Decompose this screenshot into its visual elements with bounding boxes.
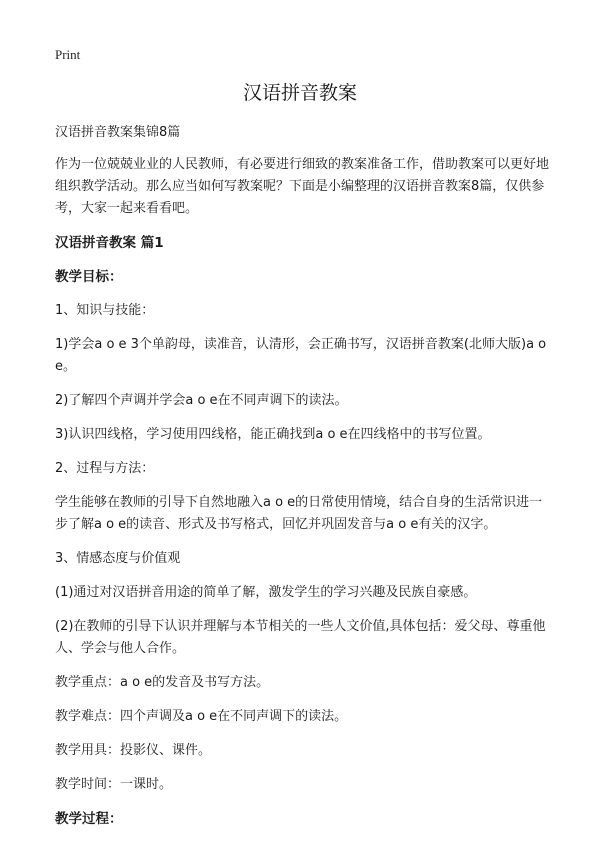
goal-item-3: 3)认识四线格，学习使用四线格，能正确找到a o e在四线格中的书写位置。 [55, 427, 491, 442]
goal-process-methods: 2、过程与方法： [55, 461, 155, 476]
process-heading: 教学过程： [55, 811, 123, 827]
teaching-tools: 教学用具：投影仪、课件。 [55, 743, 212, 758]
goal-emotion-values: 3、情感态度与价值观 [55, 551, 181, 566]
goal-item-2: 2)了解四个声调并学会a o e在不同声调下的读法。 [55, 393, 348, 408]
section-heading: 汉语拼音教案 篇1 [55, 235, 164, 251]
goal-emotion-item-1: (1)通过对汉语拼音用途的简单了解，激发学生的学习兴趣及民族自豪感。 [55, 585, 477, 600]
intro-paragraph: 作为一位兢兢业业的人民教师，有必要进行细致的教案准备工作，借助教案可以更好地组织教学活动。那么应当如何写教案呢？下面是小编整理的汉语拼音教案8篇，仅供参考，大家一起来看看吧。 [55, 157, 550, 216]
print-label: Print [55, 47, 81, 62]
document-subtitle: 汉语拼音教案集锦8篇 [55, 125, 181, 140]
goal-process-text: 学生能够在教师的引导下自然地融入a o e的日常使用情境，结合自身的生活常识进一步了解a o e的读音、形式及书写格式，回忆并巩固发音与a o e有关的汉字。 [55, 495, 543, 532]
teaching-difficulties: 教学难点：四个声调及a o e在不同声调下的读法。 [55, 709, 348, 724]
goal-emotion-item-2: (2)在教师的引导下认识并理解与本节相关的一些人文价值,具体包括：爱父母、尊重他人、学会与他人合作。 [55, 619, 546, 656]
goal-knowledge-skills: 1、知识与技能： [55, 303, 155, 318]
goals-heading: 教学目标： [55, 269, 123, 285]
page-title: 汉语拼音教案 [242, 82, 357, 104]
teaching-key-points: 教学重点：a o e的发音及书写方法。 [55, 675, 270, 690]
document-body [55, 122, 550, 842]
teaching-time: 教学时间：一课时。 [55, 777, 173, 792]
goal-item-1: 1)学会a o e 3个单韵母，读准音，认清形，会正确书写，汉语拼音教案(北师大版)a o e。 [55, 337, 547, 374]
